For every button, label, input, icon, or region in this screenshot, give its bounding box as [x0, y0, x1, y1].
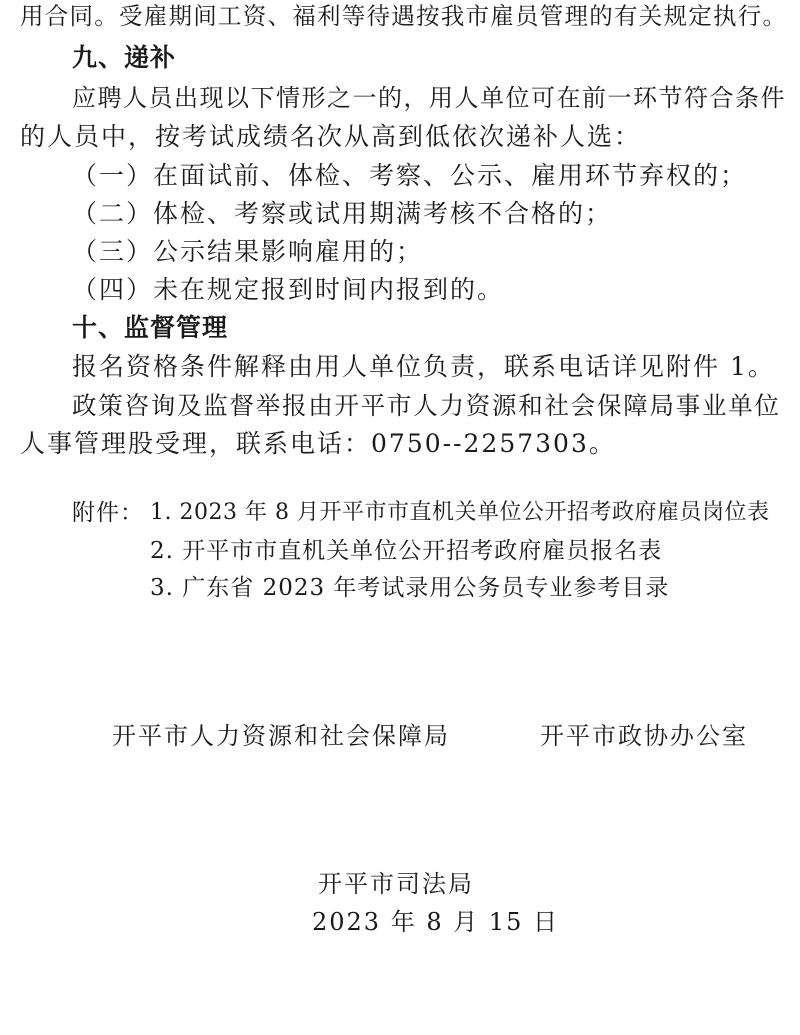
signature-date: 2023 年 8 月 15 日: [312, 908, 560, 936]
paragraph-line: 用合同。受雇期间工资、福利等待遇按我市雇员管理的有关规定执行。: [20, 2, 788, 30]
list-item: （一）在面试前、体检、考察、公示、雇用环节弃权的；: [72, 161, 748, 190]
signature-cppcc-office: 开平市政协办公室: [540, 722, 748, 750]
attachment-item: 2. 开平市市直机关单位公开招考政府雇员报名表: [150, 538, 663, 564]
section-heading-supervision: 十、监督管理: [72, 313, 229, 342]
signature-hr-bureau: 开平市人力资源和社会保障局: [112, 722, 450, 750]
section-heading-supplement: 九、递补: [72, 43, 177, 72]
paragraph-line: 报名资格条件解释由用人单位负责，联系电话详见附件 1。: [72, 352, 775, 381]
attachment-item: 1. 2023 年 8 月开平市市直机关单位公开招考政府雇员岗位表: [150, 500, 770, 525]
paragraph-line: 的人员中，按考试成绩名次从高到低依次递补人选：: [20, 122, 642, 151]
signature-justice-bureau: 开平市司法局: [318, 870, 474, 898]
attachments-label: 附件：: [72, 500, 144, 526]
list-item: （三）公示结果影响雇用的；: [72, 237, 424, 266]
list-item: （四）未在规定报到时间内报到的。: [72, 275, 505, 304]
list-item: （二）体检、考察或试用期满考核不合格的；: [72, 199, 613, 228]
paragraph-line: 应聘人员出现以下情形之一的，用人单位可在前一环节符合条件: [72, 84, 786, 112]
paragraph-line: 政策咨询及监督举报由开平市人力资源和社会保障局事业单位: [72, 391, 781, 420]
paragraph-line: 人事管理股受理，联系电话：0750--2257303。: [20, 429, 616, 458]
attachment-item: 3. 广东省 2023 年考试录用公务员专业参考目录: [150, 575, 670, 601]
